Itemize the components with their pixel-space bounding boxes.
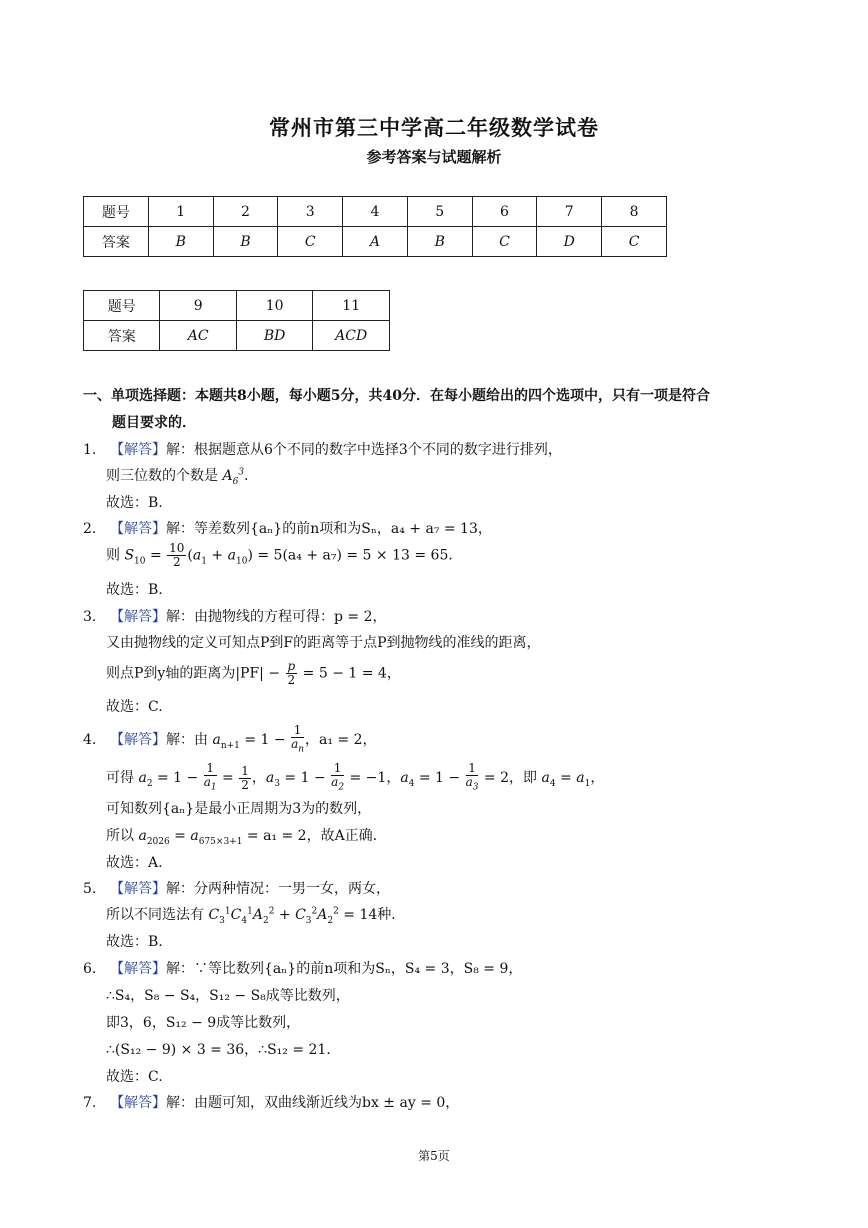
q6-line-1: 6. 【解答】解：∵等比数列{aₙ}的前n项和为Sₙ，S₄ = 3，S₈ = 9，	[83, 961, 523, 977]
table-row	[84, 227, 667, 257]
answer-tag: 【解答】	[110, 881, 166, 897]
section-heading: 一、单项选择题：本题共8小题，每小题5分，共40分．在每小题给出的四个选项中，只有一项是符合	[83, 388, 710, 404]
answer-cell: B	[213, 227, 278, 257]
q5-line-2: 所以不同选法有 $C_3^1C_4^1A_2^2 + C_3^2A_2^2 = 14$种．	[106, 906, 406, 926]
q2-line-3: 故选：B.	[106, 582, 163, 598]
question-number: 2	[213, 197, 278, 227]
q3-line-3: 则点P到y轴的距离为|PF| − $\frac{p}{2}$ = 5 − 1 = 4，	[106, 659, 401, 687]
q4-line-3: 可知数列{aₙ}是最小正周期为3为的数列，	[106, 801, 372, 817]
answer-table-1	[83, 196, 667, 257]
table-row	[84, 197, 667, 227]
q6-line-3: 即3，6，S₁₂ − 9成等比数列，	[106, 1015, 301, 1031]
question-number: 4	[343, 197, 408, 227]
answer-cell: A	[343, 227, 408, 257]
question-number: 1	[148, 197, 213, 227]
q4-line-2: 可得 $a_2 = 1$ − $\frac{1}{a_1}$ = $\frac{1}{2}$ ，$a_3 = 1$ − $\frac{1}{a_2}$ = −1，$a_4 = 1$ − $\frac{1}{a_3}$ = 2，即 $a_4 = a_1$，	[106, 761, 605, 793]
question-number: 8	[602, 197, 667, 227]
question-number: 6	[472, 197, 537, 227]
question-number: 10	[236, 291, 312, 321]
question-number: 3	[278, 197, 343, 227]
answer-tag: 【解答】	[110, 442, 166, 458]
answer-cell: BD	[236, 321, 312, 351]
question-number: 11	[313, 291, 390, 321]
question-number: 6.	[83, 961, 97, 977]
answer-tag: 【解答】	[110, 732, 166, 749]
q1-line-2: 则三位数的个数是 $A_6^3$.	[106, 467, 249, 487]
answer-cell: AC	[160, 321, 236, 351]
q1-line-1: 1. 【解答】解：根据题意从6个不同的数字中选择3个不同的数字进行排列，	[83, 442, 562, 458]
answer-tag: 【解答】	[110, 1095, 166, 1111]
question-number: 4.	[83, 732, 97, 749]
q2-line-2: 则 $S_{10}$ = $\frac{10}{2}$ $(a_1 + a_{10}) = 5(a_4 + a_7) = 5 \times 13 = 65$．	[106, 541, 463, 569]
q7-line-1: 7. 【解答】解：由题可知，双曲线渐近线为bx ± ay = 0，	[83, 1095, 460, 1111]
q3-line-2: 又由抛物线的定义可知点P到F的距离等于点P到抛物线的准线的距离，	[106, 635, 541, 651]
q1-line-3: 故选：B.	[106, 495, 163, 511]
q3-line-1: 3. 【解答】解：由抛物线的方程可得：p = 2，	[83, 609, 387, 625]
answer-tag: 【解答】	[110, 961, 166, 977]
question-number: 7.	[83, 1095, 97, 1111]
table-row-label: 题号	[84, 197, 149, 227]
q6-line-2: ∴S₄，S₈ − S₄，S₁₂ − S₈成等比数列，	[106, 988, 350, 1004]
document-subtitle: 参考答案与试题解析	[366, 148, 502, 166]
question-number: 7	[537, 197, 602, 227]
answer-table-2	[83, 290, 390, 351]
answer-cell: C	[602, 227, 667, 257]
q6-line-5: 故选：C.	[106, 1069, 163, 1085]
q4-line-5: 故选：A.	[106, 855, 163, 871]
table-row	[84, 291, 390, 321]
answer-cell: C	[278, 227, 343, 257]
table-row	[84, 321, 390, 351]
table-row-label: 答案	[84, 227, 149, 257]
q5-line-3: 故选：B.	[106, 934, 163, 950]
q6-line-4: ∴(S₁₂ − 9) × 3 = 36，∴S₁₂ = 21．	[106, 1042, 341, 1058]
table-row-label: 题号	[84, 291, 160, 321]
q4-line-1: 4. 【解答】解：由 $a_{n+1} = 1$ − $\frac{1}{a_n}$ ，a₁ = 2，	[83, 723, 377, 755]
answer-cell: C	[472, 227, 537, 257]
question-number: 5.	[83, 881, 97, 897]
question-number: 9	[160, 291, 236, 321]
answer-cell: B	[148, 227, 213, 257]
q3-line-4: 故选：C.	[106, 699, 163, 715]
q2-line-1: 2. 【解答】解：等差数列{aₙ}的前n项和为Sₙ，a₄ + a₇ = 13，	[83, 521, 492, 537]
answer-cell: B	[407, 227, 472, 257]
question-number: 2.	[83, 521, 97, 537]
answer-cell: D	[537, 227, 602, 257]
page-number: 第5页	[418, 1149, 450, 1163]
question-number: 5	[407, 197, 472, 227]
question-number: 1.	[83, 442, 97, 458]
question-number: 3.	[83, 609, 97, 625]
section-heading-continued: 题目要求的．	[112, 415, 196, 431]
table-row-label: 答案	[84, 321, 160, 351]
q4-line-4: 所以 $a_{2026} = a_{675\times 3+1} = a_1 = 2$，故A正确．	[106, 828, 387, 847]
answer-tag: 【解答】	[110, 609, 166, 625]
answer-cell: ACD	[313, 321, 390, 351]
document-title: 常州市第三中学高二年级数学试卷	[269, 115, 599, 140]
q5-line-1: 5. 【解答】解：分两种情况：一男一女，两女，	[83, 881, 390, 897]
answer-tag: 【解答】	[110, 521, 166, 537]
